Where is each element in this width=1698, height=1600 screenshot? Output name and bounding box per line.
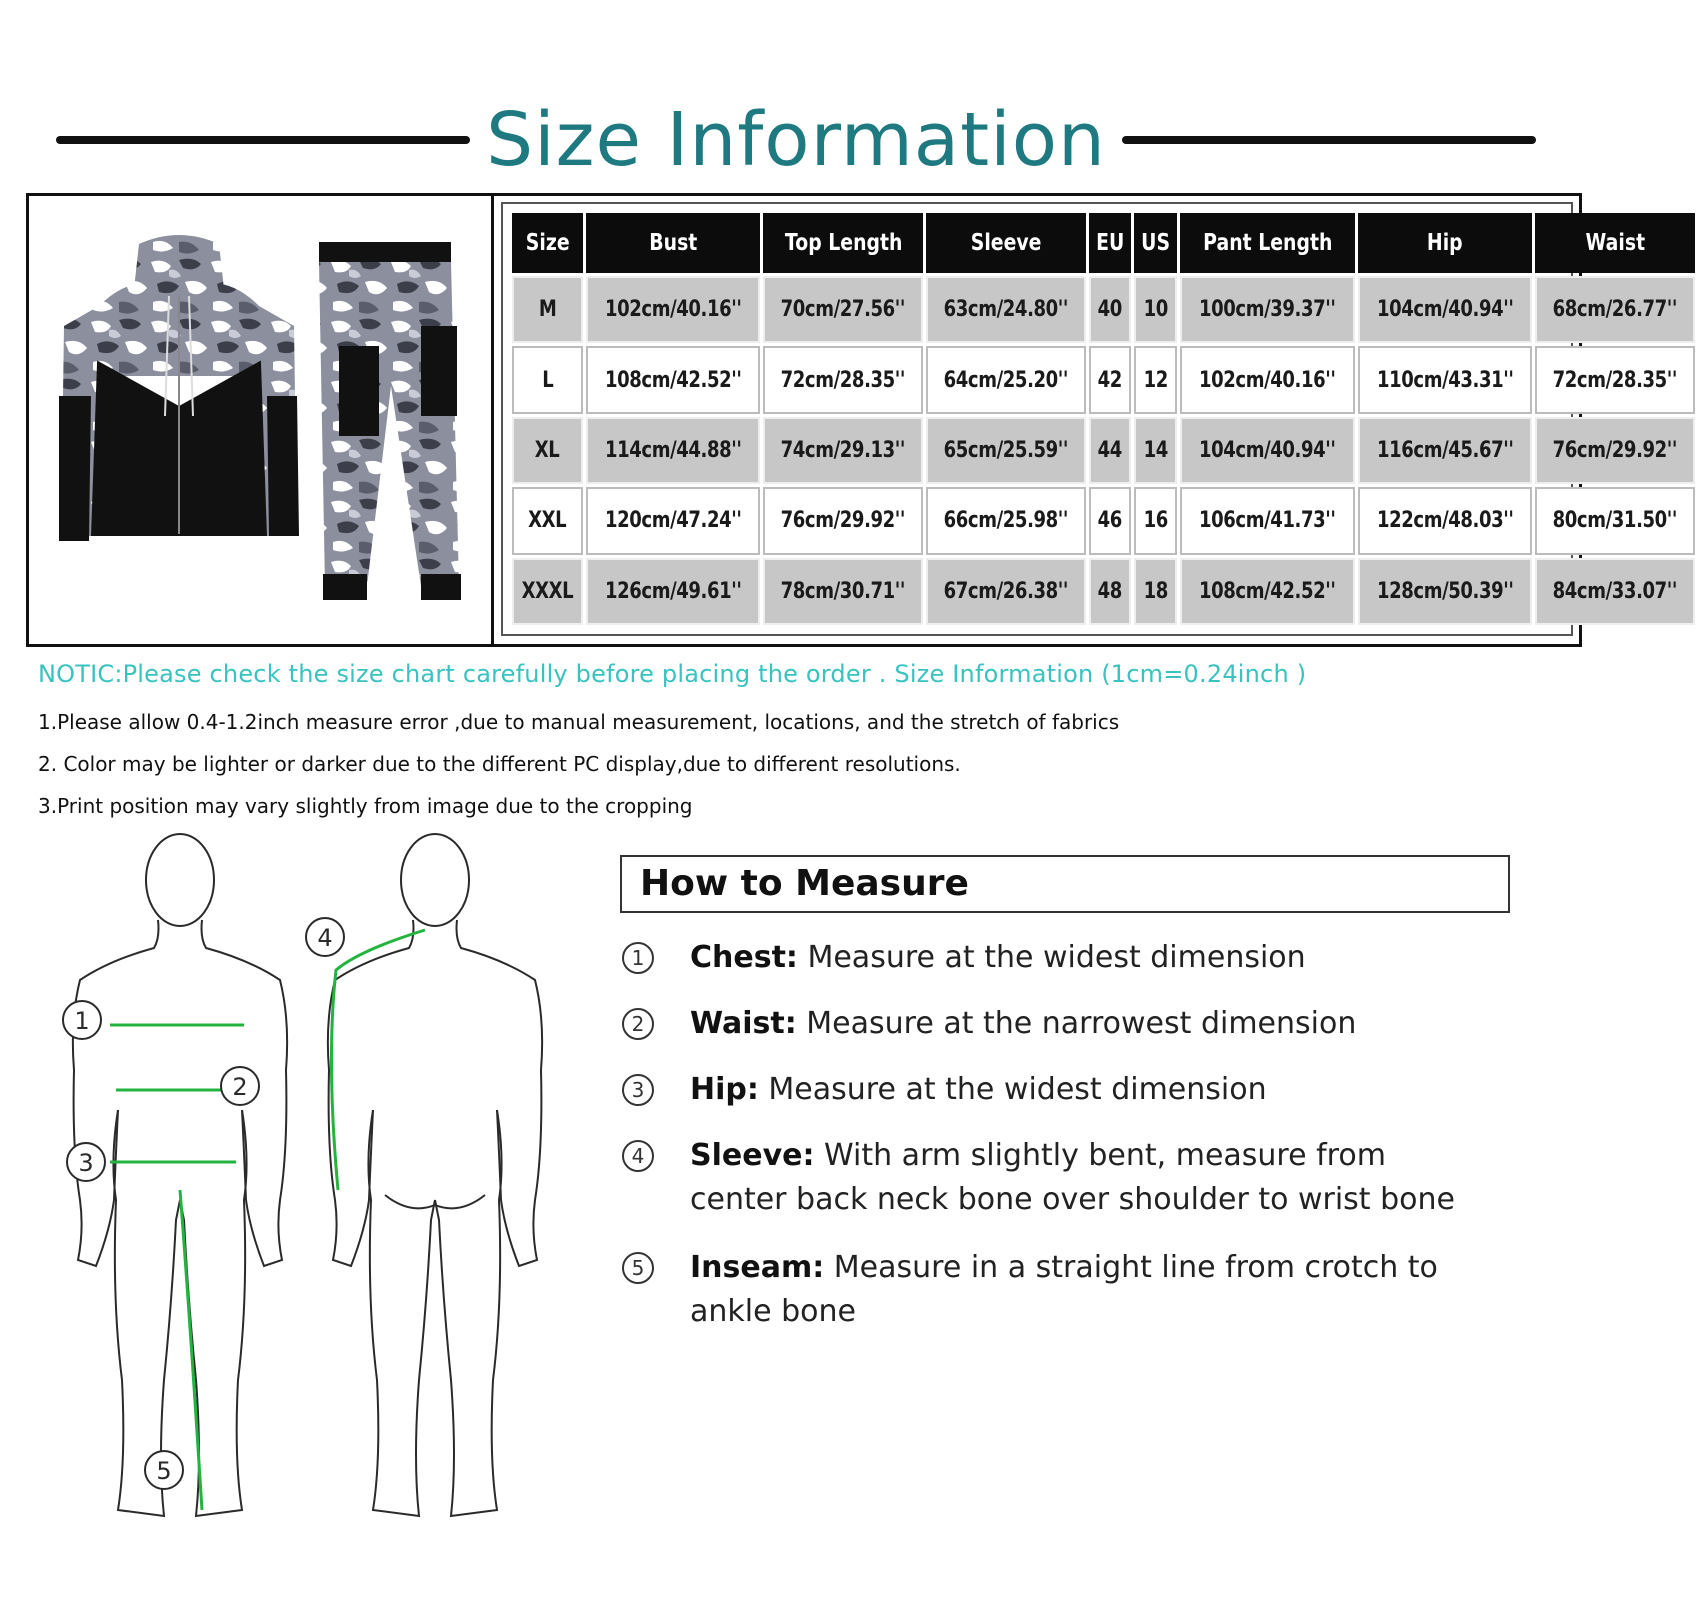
size-panel [26, 193, 1678, 647]
cell-eu: 48 [1089, 558, 1131, 625]
sleeve-line [331, 930, 425, 1190]
step-inseam [690, 1246, 1550, 1334]
cell-top-length: 74cm/29.13'' [763, 417, 923, 484]
cell-bust: 102cm/40.16'' [586, 276, 760, 343]
step-label: Chest: [690, 940, 798, 975]
step-number-3: 3 [622, 1074, 654, 1106]
svg-text:4: 4 [317, 924, 333, 952]
cell-us: 18 [1134, 558, 1177, 625]
cell-pant-length: 104cm/40.94'' [1180, 417, 1354, 484]
cell-waist: 84cm/33.07'' [1535, 558, 1695, 625]
jacket-graphic [59, 235, 299, 541]
cell-eu: 44 [1089, 417, 1131, 484]
marker-3 [67, 1143, 105, 1181]
cell-top-length: 76cm/29.92'' [763, 487, 923, 554]
marker-4 [306, 918, 344, 956]
cell-pant-length: 100cm/39.37'' [1180, 276, 1354, 343]
cell-pant-length: 108cm/42.52'' [1180, 558, 1354, 625]
step-label: Inseam: [690, 1250, 825, 1285]
cell-hip: 104cm/40.94'' [1358, 276, 1532, 343]
step-description-cont: ankle bone [690, 1294, 856, 1329]
cell-eu: 40 [1089, 276, 1131, 343]
step-label: Sleeve: [690, 1138, 815, 1173]
how-to-measure-header [620, 855, 1510, 913]
header-eu: EU [1089, 213, 1131, 273]
cell-sleeve: 64cm/25.20'' [926, 346, 1086, 413]
product-photo [29, 196, 494, 644]
step-hip [690, 1068, 1550, 1112]
cell-size: M [512, 276, 583, 343]
step-label: Hip: [690, 1072, 759, 1107]
cell-top-length: 72cm/28.35'' [763, 346, 923, 413]
size-table-frame [501, 202, 1678, 636]
cell-bust: 126cm/49.61'' [586, 558, 760, 625]
size-table-header [512, 213, 1695, 273]
step-description: Measure at the narrowest dimension [806, 1006, 1357, 1041]
cell-waist: 76cm/29.92'' [1535, 417, 1695, 484]
cell-pant-length: 102cm/40.16'' [1180, 346, 1354, 413]
back-figure [328, 834, 542, 1516]
step-description: With arm slightly bent, measure from [824, 1138, 1386, 1173]
step-description: Measure at the widest dimension [768, 1072, 1267, 1107]
cell-eu: 42 [1089, 346, 1131, 413]
table-row [512, 276, 1695, 343]
cell-eu: 46 [1089, 487, 1131, 554]
svg-text:3: 3 [78, 1149, 94, 1177]
cell-bust: 108cm/42.52'' [586, 346, 760, 413]
cell-waist: 68cm/26.77'' [1535, 276, 1695, 343]
cell-size: L [512, 346, 583, 413]
step-description-cont: center back neck bone over shoulder to wrist bone [690, 1182, 1455, 1217]
pants-graphic [319, 242, 461, 600]
step-number-1: 1 [622, 942, 654, 974]
size-table [509, 210, 1698, 628]
cell-us: 12 [1134, 346, 1177, 413]
notice-text: NOTIC:Please check the size chart carefully before placing the order . Size Information (1cm=0.24inch ) [38, 660, 1307, 688]
cell-us: 16 [1134, 487, 1177, 554]
cell-top-length: 70cm/27.56'' [763, 276, 923, 343]
header-waist: Waist [1535, 213, 1695, 273]
header-us: US [1134, 213, 1177, 273]
note-3: 3.Print position may vary slightly from image due to the cropping [38, 794, 693, 818]
header-top-length: Top Length [763, 213, 923, 273]
svg-text:2: 2 [232, 1073, 248, 1101]
header-size: Size [512, 213, 583, 273]
step-sleeve [690, 1134, 1550, 1222]
step-waist [690, 1002, 1550, 1046]
table-row [512, 417, 1695, 484]
step-chest [690, 936, 1550, 980]
header-bust: Bust [586, 213, 760, 273]
cell-top-length: 78cm/30.71'' [763, 558, 923, 625]
note-2: 2. Color may be lighter or darker due to the different PC display,due to different resolutions. [38, 752, 961, 776]
header-hip: Hip [1358, 213, 1532, 273]
cell-bust: 114cm/44.88'' [586, 417, 760, 484]
cell-us: 10 [1134, 276, 1177, 343]
svg-text:1: 1 [74, 1007, 90, 1035]
inseam-line [180, 1190, 202, 1510]
step-number-5: 5 [622, 1252, 654, 1284]
cell-sleeve: 67cm/26.38'' [926, 558, 1086, 625]
note-1: 1.Please allow 0.4-1.2inch measure error ,due to manual measurement, locations, and the stretch of fabrics [38, 710, 1120, 734]
cell-pant-length: 106cm/41.73'' [1180, 487, 1354, 554]
header-pant-length: Pant Length [1180, 213, 1354, 273]
cell-hip: 128cm/50.39'' [1358, 558, 1532, 625]
cell-hip: 110cm/43.31'' [1358, 346, 1532, 413]
step-number-4: 4 [622, 1140, 654, 1172]
cell-waist: 72cm/28.35'' [1535, 346, 1695, 413]
step-description: Measure at the widest dimension [807, 940, 1306, 975]
cell-size: XL [512, 417, 583, 484]
page-title: Size Information [486, 97, 1106, 183]
step-description: Measure in a straight line from crotch to [833, 1250, 1438, 1285]
marker-2 [221, 1067, 259, 1105]
cell-size: XXXL [512, 558, 583, 625]
title-rule-right [1122, 136, 1536, 144]
cell-sleeve: 63cm/24.80'' [926, 276, 1086, 343]
cell-size: XXL [512, 487, 583, 554]
cell-hip: 122cm/48.03'' [1358, 487, 1532, 554]
measure-figures [40, 820, 560, 1540]
cell-hip: 116cm/45.67'' [1358, 417, 1532, 484]
tracksuit-illustration [29, 196, 489, 644]
cell-us: 14 [1134, 417, 1177, 484]
table-row [512, 346, 1695, 413]
title-rule-left [56, 136, 470, 144]
svg-text:5: 5 [156, 1457, 172, 1485]
title-banner [56, 90, 1536, 190]
table-row [512, 558, 1695, 625]
marker-5 [145, 1451, 183, 1489]
step-number-2: 2 [622, 1008, 654, 1040]
front-figure [73, 834, 287, 1516]
how-to-measure-title: How to Measure [640, 863, 969, 904]
step-label: Waist: [690, 1006, 797, 1041]
cell-sleeve: 65cm/25.59'' [926, 417, 1086, 484]
marker-1 [63, 1001, 101, 1039]
header-sleeve: Sleeve [926, 213, 1086, 273]
cell-waist: 80cm/31.50'' [1535, 487, 1695, 554]
cell-bust: 120cm/47.24'' [586, 487, 760, 554]
figure-markers [63, 918, 344, 1489]
table-row [512, 487, 1695, 554]
cell-sleeve: 66cm/25.98'' [926, 487, 1086, 554]
